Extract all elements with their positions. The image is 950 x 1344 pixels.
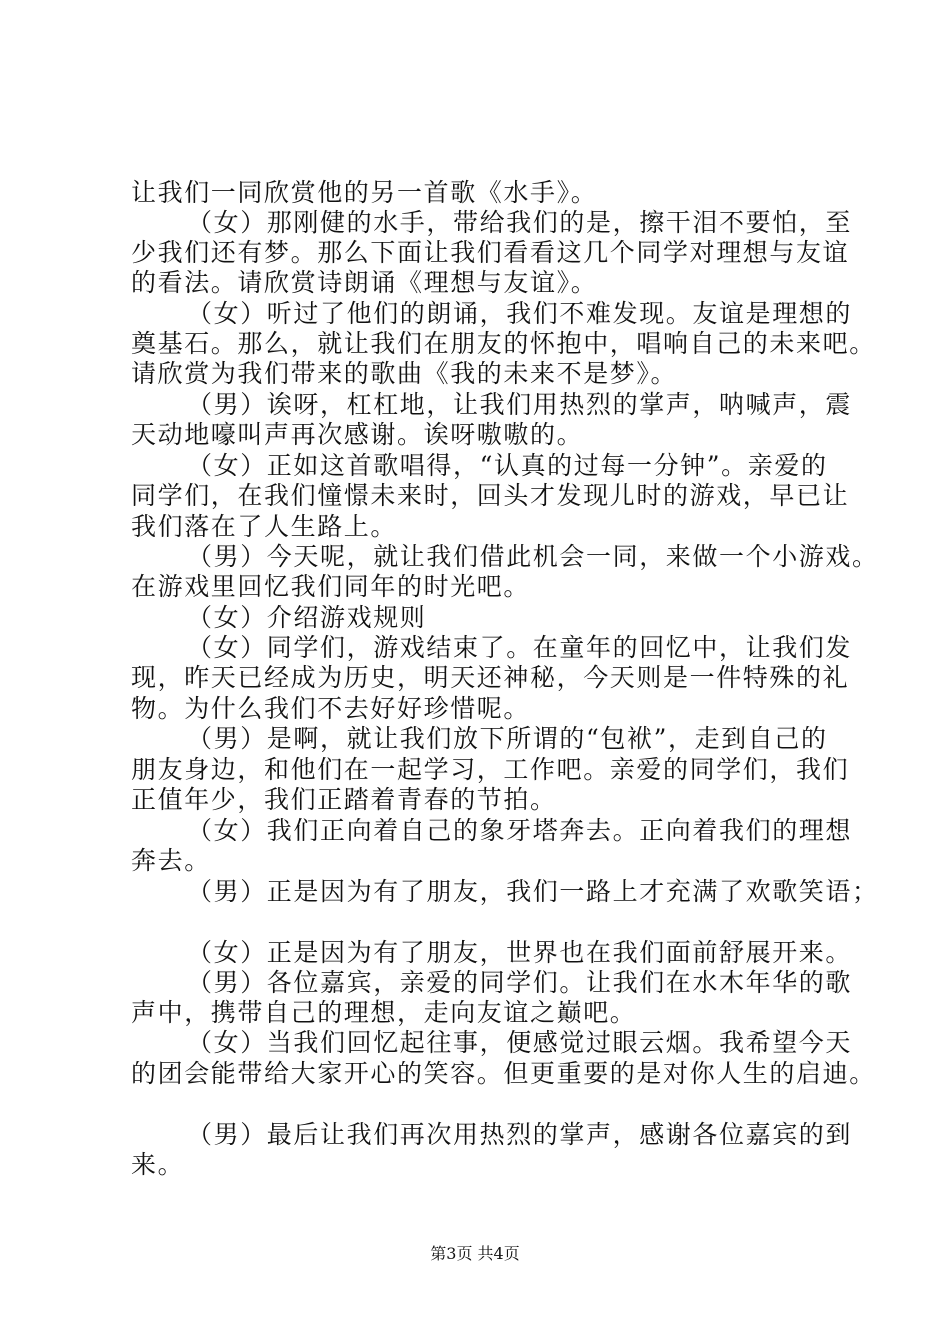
paragraph-line: 朋友身边，和他们在一起学习，工作吧。亲爱的同学们，我们 <box>131 755 850 784</box>
paragraph-line: （女）听过了他们的朗诵，我们不难发现。友谊是理想的 <box>187 299 853 328</box>
paragraph-line: 奔去。 <box>131 846 211 875</box>
paragraph-line: 天动地嚎叫声再次感谢。诶呀嗷嗷的。 <box>131 420 584 449</box>
paragraph-line: （女）介绍游戏规则 <box>187 603 427 632</box>
paragraph-line: 物。为什么我们不去好好珍惜呢。 <box>131 694 531 723</box>
paragraph-line: 声中，携带自己的理想，走向友谊之巅吧。 <box>131 998 637 1027</box>
paragraph-line: （女）我们正向着自己的象牙塔奔去。正向着我们的理想 <box>187 816 853 845</box>
paragraph-line: （男）今天呢，就让我们借此机会一同，来做一个小游戏。 <box>187 542 879 571</box>
paragraph-line: 正值年少，我们正踏着青春的节拍。 <box>131 785 557 814</box>
paragraph-line: 的团会能带给大家开心的笑容。但更重要的是对你人生的启迪。 <box>131 1059 876 1088</box>
paragraph-line: （男）各位嘉宾，亲爱的同学们。让我们在水木年华的歌 <box>187 968 853 997</box>
paragraph-line: 的看法。请欣赏诗朗诵《理想与友谊》。 <box>131 268 598 297</box>
paragraph-line: （女）同学们，游戏结束了。在童年的回忆中，让我们发 <box>187 633 853 662</box>
paragraph-line: （女）正是因为有了朋友，世界也在我们面前舒展开来。 <box>187 938 853 967</box>
paragraph-line: （男）正是因为有了朋友，我们一路上才充满了欢歌笑语； <box>187 877 879 906</box>
paragraph-line: 请欣赏为我们带来的歌曲《我的未来不是梦》。 <box>131 359 678 388</box>
paragraph-line: （男）诶呀，杠杠地，让我们用热烈的掌声，呐喊声，震 <box>187 390 853 419</box>
paragraph-line: 在游戏里回忆我们同年的时光吧。 <box>131 572 531 601</box>
paragraph-line: 让我们一同欣赏他的另一首歌《水手》。 <box>131 178 598 207</box>
paragraph-line: （女）那刚健的水手，带给我们的是，擦干泪不要怕，至 <box>187 208 853 237</box>
paragraph-line: 少我们还有梦。那么下面让我们看看这几个同学对理想与友谊 <box>131 238 850 267</box>
paragraph-line: 同学们，在我们憧憬未来时，回头才发现儿时的游戏，早已让 <box>131 481 850 510</box>
paragraph-line: （男）是啊，就让我们放下所谓的“包袱”，走到自己的 <box>187 724 828 753</box>
page-number-footer: 第3页 共4页 <box>430 1244 520 1263</box>
paragraph-line: 现，昨天已经成为历史，明天还神秘，今天则是一件特殊的礼 <box>131 663 850 692</box>
paragraph-line: 我们落在了人生路上。 <box>131 512 398 541</box>
paragraph-line: 来。 <box>131 1150 185 1179</box>
paragraph-line: （女）当我们回忆起往事，便感觉过眼云烟。我希望今天 <box>187 1028 853 1057</box>
paragraph-line: （男）最后让我们再次用热烈的掌声，感谢各位嘉宾的到 <box>187 1120 853 1149</box>
paragraph-line: （女）正如这首歌唱得，“认真的过每一分钟”。亲爱的 <box>187 451 828 480</box>
paragraph-line: 奠基石。那么，就让我们在朋友的怀抱中，唱响自己的未来吧。 <box>131 329 876 358</box>
